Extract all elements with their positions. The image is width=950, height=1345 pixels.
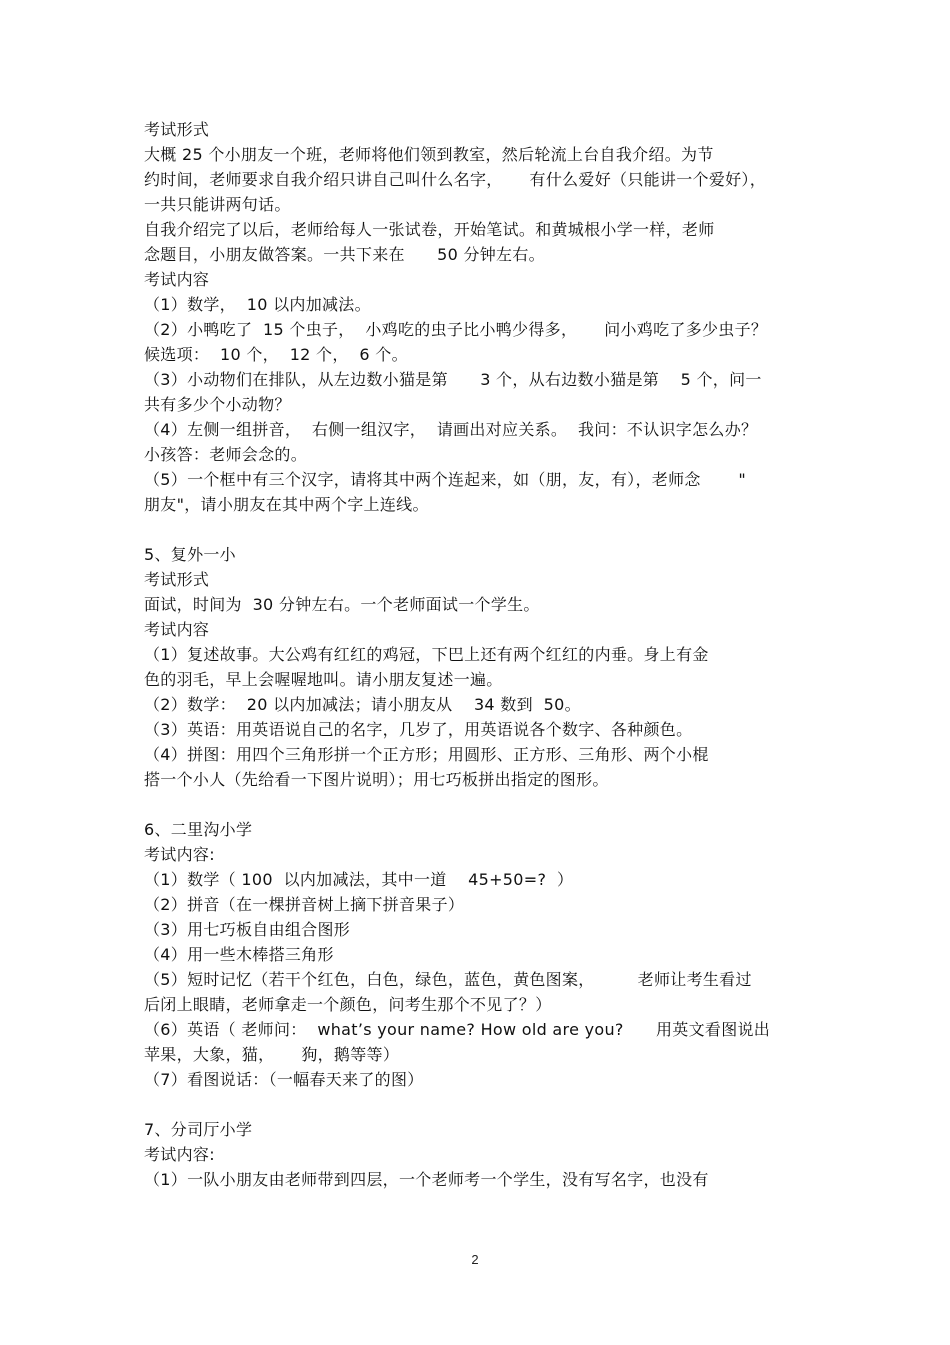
text-line: 念题目，小朋友做答案。一共下来在 50 分钟左右。 (144, 245, 545, 264)
text-line: （4）用一些木棒搭三角形 (144, 945, 334, 964)
text-line: 大概 25 个小朋友一个班，老师将他们领到教室，然后轮流上台自我介绍。为节 (144, 145, 714, 164)
text-line: 考试形式 (144, 570, 210, 589)
text-line: 朋友"，请小朋友在其中两个字上连线。 (144, 495, 429, 514)
text-line: （4）左侧一组拼音， 右侧一组汉字， 请画出对应关系。 我问：不认识字怎么办？ (144, 420, 758, 439)
text-line: 考试内容 (144, 620, 210, 639)
text-line: 候选项： 10 个， 12 个， 6 个。 (144, 345, 408, 364)
text-line: （5）短时记忆（若干个红色，白色，绿色，蓝色，黄色图案， 老师让考生看过 (144, 970, 752, 989)
text-line: 考试内容: (144, 845, 215, 864)
text-line: （6）英语（ 老师问： what’s your name? How old are you? 用英文看图说出 (144, 1020, 771, 1039)
text-line: （1）复述故事。大公鸡有红红的鸡冠，下巴上还有两个红红的内垂。身上有金 (144, 645, 709, 664)
text-line: 面试，时间为 30 分钟左右。一个老师面试一个学生。 (144, 595, 540, 614)
text-line: （3）英语：用英语说自己的名字，几岁了，用英语说各个数字、各种颜色。 (144, 720, 693, 739)
text-line: 考试形式 (144, 120, 210, 139)
text-line: 约时间，老师要求自我介绍只讲自己叫什么名字， 有什么爱好（只能讲一个爱好）， (144, 170, 767, 189)
text-line: （2）小鸭吃了 15 个虫子， 小鸡吃的虫子比小鸭少得多， 问小鸡吃了多少虫子？ (144, 320, 768, 339)
text-line: （2）数学： 20 以内加减法；请小朋友从 34 数到 50。 (144, 695, 581, 714)
text-line: （7）看图说话：（一幅春天来了的图） (144, 1070, 424, 1089)
text-line: 共有多少个小动物？ (144, 395, 291, 414)
section-heading: 7、分司厅小学 (144, 1120, 253, 1139)
text-line: （4）拼图：用四个三角形拼一个正方形；用圆形、正方形、三角形、两个小棍 (144, 745, 709, 764)
text-line: （1）数学（ 100 以内加减法，其中一道 45+50=? ） (144, 870, 574, 889)
text-line: （5）一个框中有三个汉字，请将其中两个连起来，如（朋，友，有），老师念 " (144, 470, 747, 489)
text-line: 后闭上眼睛，老师拿走一个颜色，问考生那个不见了？） (144, 995, 552, 1014)
text-line: （2）拼音（在一棵拼音树上摘下拼音果子） (144, 895, 465, 914)
text-line: 考试内容 (144, 270, 210, 289)
text-line: （1）数学， 10 以内加减法。 (144, 295, 371, 314)
text-line: （1）一队小朋友由老师带到四层，一个老师考一个学生，没有写名字，也没有 (144, 1170, 709, 1189)
text-line: 一共只能讲两句话。 (144, 195, 291, 214)
section-heading: 6、二里沟小学 (144, 820, 253, 839)
text-line: 色的羽毛，早上会喔喔地叫。请小朋友复述一遍。 (144, 670, 503, 689)
text-line: （3）用七巧板自由组合图形 (144, 920, 351, 939)
text-line: 搭一个小人（先给看一下图片说明）；用七巧板拼出指定的图形。 (144, 770, 609, 789)
page-number: 2 (471, 1252, 479, 1267)
text-line: 自我介绍完了以后，老师给每人一张试卷，开始笔试。和黄城根小学一样，老师 (144, 220, 715, 239)
section-heading: 5、复外一小 (144, 545, 236, 564)
text-line: 考试内容: (144, 1145, 215, 1164)
text-line: 苹果，大象，猫， 狗，鹅等等） (144, 1045, 400, 1064)
text-line: （3）小动物们在排队，从左边数小猫是第 3 个，从右边数小猫是第 5 个，问一 (144, 370, 762, 389)
text-line: 小孩答：老师会念的。 (144, 445, 308, 464)
